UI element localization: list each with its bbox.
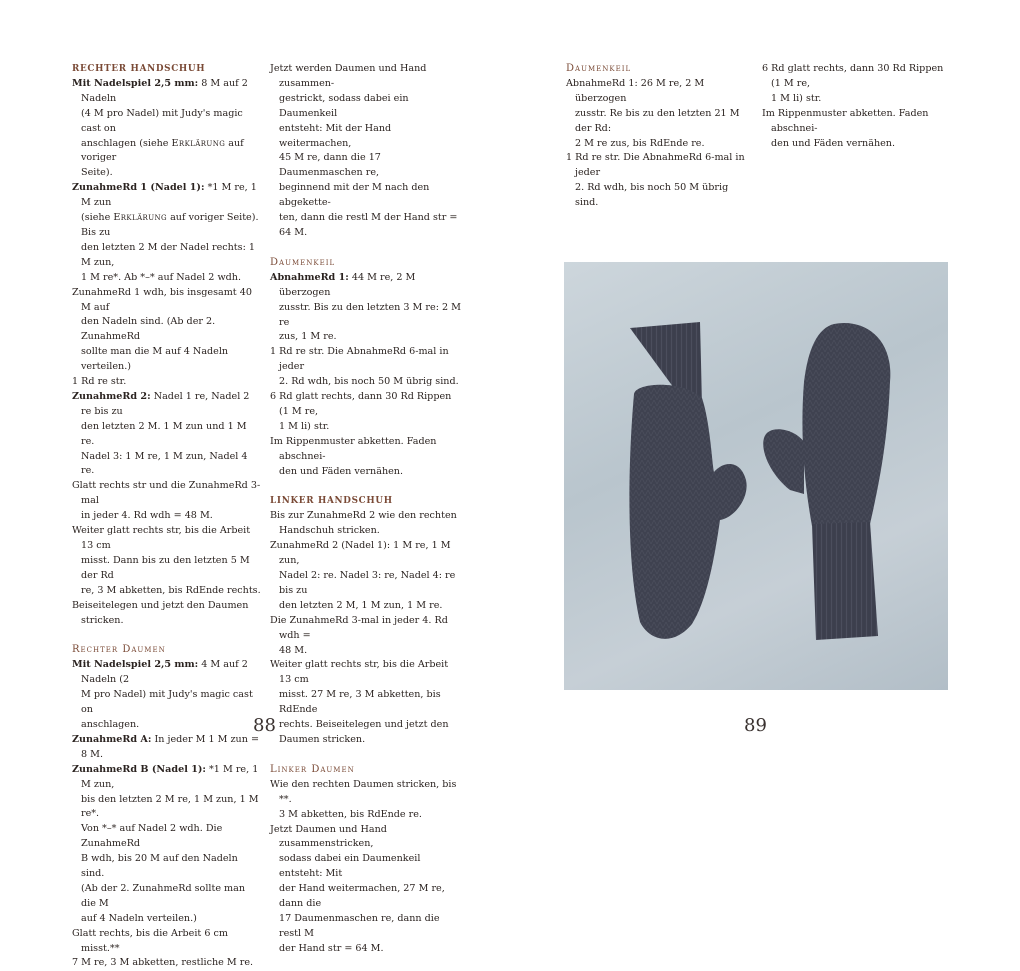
paragraph: [72, 733, 262, 763]
text-line: Weiter glatt rechts str, bis die Arbeit 13 cm: [72, 525, 251, 551]
text-line: 1 Rd re str. Die AbnahmeRd 6-mal in jeder: [566, 152, 745, 179]
text-line: Handschuh stricken.: [279, 525, 380, 537]
text-line: 1 M re*. Ab *–* auf Nadel 2 wdh.: [81, 271, 242, 283]
text-line: Jetzt Daumen und Hand zusammenstricken,: [270, 823, 387, 850]
text-line: zusstr. Re bis zu den letzten 21 M der Rd:: [575, 107, 740, 134]
text: auf voriger Seite). Bis zu: [81, 212, 259, 238]
text-line: ZunahmeRd 1 wdh, bis insgesamt 40 M auf: [72, 286, 252, 313]
text: Nadel 1 re, Nadel 2 re bis zu: [81, 390, 250, 417]
text-line: den letzten 2 M. 1 M zun und 1 M re.: [81, 420, 247, 447]
text: auf voriger: [81, 137, 244, 164]
text-line: anschlagen.: [81, 718, 140, 730]
smallcaps-text: Erklärung: [113, 212, 168, 224]
page-number-left: 88: [253, 715, 276, 736]
heading-rechter-daumen: Rechter Daumen: [72, 644, 166, 656]
bold-label: Mit Nadelspiel 2,5 mm:: [72, 77, 199, 89]
text-line: Weiter glatt rechts str, bis die Arbeit 13 cm: [270, 659, 449, 686]
left-mitten-hand: [629, 385, 746, 639]
right-page-column-2: [762, 62, 952, 151]
bold-label: Mit Nadelspiel 2,5 mm:: [72, 659, 199, 671]
text-line: Beiseitelegen und jetzt den Daumen: [72, 599, 249, 611]
text-line: stricken.: [81, 614, 124, 626]
text-line: AbnahmeRd 1: 26 M re, 2 M überzogen: [566, 77, 705, 104]
text-line: den Nadeln sind. (Ab der 2. ZunahmeRd: [81, 316, 216, 343]
right-mitten-hand: [802, 323, 890, 526]
mittens-illustration: [564, 262, 948, 690]
text-line: 45 M re, dann die 17 Daumenmaschen re,: [279, 152, 381, 179]
paragraph: [72, 181, 262, 211]
text-line: gestrickt, sodass dabei ein Daumenkeil: [279, 92, 409, 119]
text-line: Wie den rechten Daumen stricken, bis **.: [270, 778, 457, 805]
text: *1 M re, 1 M zun: [81, 182, 257, 209]
right-page-column-1: [566, 62, 752, 211]
smallcaps-text: Erklärung: [171, 137, 226, 149]
text-line: ten, dann die restl M der Hand str = 64 M.: [279, 212, 458, 238]
text-line: 7 M re, 3 M abketten, restliche M re.: [72, 957, 254, 969]
text-line: 2 M re zus, bis RdEnde re.: [575, 137, 705, 149]
text: 8 M auf 2 Nadeln: [81, 77, 248, 104]
text-line: Im Rippenmuster abketten. Faden abschnei-: [762, 107, 929, 134]
text-line: 1 Rd re str.: [72, 376, 127, 388]
right-mitten: [763, 323, 890, 640]
bold-label: ZunahmeRd B (Nadel 1):: [72, 763, 206, 775]
text-line: ZunahmeRd 2 (Nadel 1): 1 M re, 1 M zun,: [270, 540, 451, 567]
text-line: Daumen stricken.: [279, 733, 366, 745]
right-mitten-thumb: [763, 429, 804, 494]
text-line: M pro Nadel) mit Judy's magic cast on: [81, 689, 253, 716]
bold-label: AbnahmeRd 1:: [270, 271, 349, 283]
text-line: [72, 137, 262, 167]
text-line: bis den letzten 2 M re, 1 M zun, 1 M re*.: [81, 793, 259, 820]
text-line: Glatt rechts, bis die Arbeit 6 cm misst.**: [72, 927, 228, 954]
text-line: 17 Daumenmaschen re, dann die restl M: [279, 912, 440, 939]
mittens-photo: [564, 262, 948, 690]
text-line: auf 4 Nadeln verteilen.): [81, 912, 197, 924]
bold-label: ZunahmeRd 1 (Nadel 1):: [72, 182, 205, 194]
text: (siehe: [81, 212, 114, 224]
paragraph: [72, 77, 262, 107]
text-line: Im Rippenmuster abketten. Faden abschnei-: [270, 435, 437, 462]
text-line: misst. Dann bis zu den letzten 5 M der Rd: [81, 554, 250, 581]
text-line: 1 M li) str.: [771, 92, 822, 104]
text-line: 48 M.: [279, 644, 308, 656]
heading-daumenkeil-right: Daumenkeil: [566, 63, 632, 74]
text-line: zus, 1 M re.: [279, 331, 337, 343]
bold-label: ZunahmeRd A:: [72, 733, 152, 745]
text-line: in jeder 4. Rd wdh = 48 M.: [81, 510, 213, 522]
text-line: zusstr. Bis zu den letzten 3 M re: 2 M re: [279, 301, 461, 328]
text-line: sollte man die M auf 4 Nadeln verteilen.): [81, 346, 229, 373]
right-page: [510, 0, 1020, 780]
text-line: den und Fäden vernähen.: [279, 465, 404, 477]
heading-linker-daumen: Linker Daumen: [270, 763, 355, 775]
text-line: misst. 27 M re, 3 M abketten, bis RdEnde: [279, 689, 441, 716]
text-line: 1 M li) str.: [279, 420, 330, 432]
heading-rechter-handschuh: RECHTER HANDSCHUH: [72, 64, 206, 74]
left-page-column-2: [270, 62, 462, 957]
text-line: 2. Rd wdh, bis noch 50 M übrig sind.: [279, 376, 459, 388]
text-line: der Hand weitermachen, 27 M re, dann die: [279, 883, 445, 910]
text-line: den und Fäden vernähen.: [771, 137, 896, 149]
heading-daumenkeil: Daumenkeil: [270, 256, 336, 268]
heading-linker-handschuh: LINKER HANDSCHUH: [270, 496, 393, 507]
text-line: (4 M pro Nadel) mit Judy's magic cast on: [81, 107, 243, 134]
text-line: 1 Rd re str. Die AbnahmeRd 6-mal in jeder: [270, 346, 449, 373]
text-line: rechts. Beiseitelegen und jetzt den: [279, 719, 449, 731]
left-page: [0, 0, 510, 969]
text: *1 M re, 1 M zun,: [81, 763, 259, 790]
text-line: den letzten 2 M der Nadel rechts: 1 M zun,: [81, 241, 255, 268]
left-mitten: [629, 322, 746, 639]
text-line: 3 M abketten, bis RdEnde re.: [279, 808, 422, 820]
bold-label: ZunahmeRd 2:: [72, 390, 151, 402]
text-line: 6 Rd glatt rechts, dann 30 Rd Rippen (1 M re,: [270, 391, 452, 417]
text: anschlagen (siehe: [81, 137, 172, 149]
text: 4 M auf 2 Nadeln (2: [81, 659, 248, 686]
text-line: 6 Rd glatt rechts, dann 30 Rd Rippen (1 M re,: [762, 63, 944, 89]
text-line: 2. Rd wdh, bis noch 50 M übrig sind.: [575, 182, 729, 209]
text-line: re, 3 M abketten, bis RdEnde rechts.: [81, 584, 261, 596]
text-line: beginnend mit der M nach den abgekette-: [279, 182, 430, 209]
left-page-column-1: [72, 62, 262, 971]
text-line: [72, 211, 262, 241]
text-line: Jetzt werden Daumen und Hand zusammen-: [270, 63, 427, 89]
text: 44 M re, 2 M überzogen: [279, 271, 416, 298]
text-line: sodass dabei ein Daumenkeil entsteht: Mit: [279, 853, 421, 880]
text-line: Bis zur ZunahmeRd 2 wie den rechten: [270, 510, 457, 522]
text-line: Von *–* auf Nadel 2 wdh. Die ZunahmeRd: [81, 823, 223, 850]
text-line: (Ab der 2. ZunahmeRd sollte man die M: [81, 882, 246, 909]
paragraph: [72, 390, 262, 420]
text-line: Glatt rechts str und die ZunahmeRd 3-mal: [72, 480, 261, 507]
text: In jeder M 1 M zun = 8 M.: [81, 733, 259, 760]
page-number-right: 89: [744, 715, 767, 736]
text-line: Die ZunahmeRd 3-mal in jeder 4. Rd wdh =: [270, 614, 448, 641]
paragraph: [72, 658, 262, 688]
right-mitten-cuff: [812, 522, 878, 640]
paragraph: [72, 763, 262, 793]
text-line: entsteht: Mit der Hand weitermachen,: [279, 122, 392, 149]
text-line: den letzten 2 M, 1 M zun, 1 M re.: [279, 599, 443, 611]
text-line: B wdh, bis 20 M auf den Nadeln sind.: [81, 853, 238, 880]
paragraph: [270, 271, 462, 301]
text-line: der Hand str = 64 M.: [279, 942, 384, 954]
text-line: Seite).: [81, 167, 113, 179]
text-line: Nadel 2: re. Nadel 3: re, Nadel 4: re bis zu: [279, 570, 456, 596]
text-line: Nadel 3: 1 M re, 1 M zun, Nadel 4 re.: [81, 450, 248, 477]
